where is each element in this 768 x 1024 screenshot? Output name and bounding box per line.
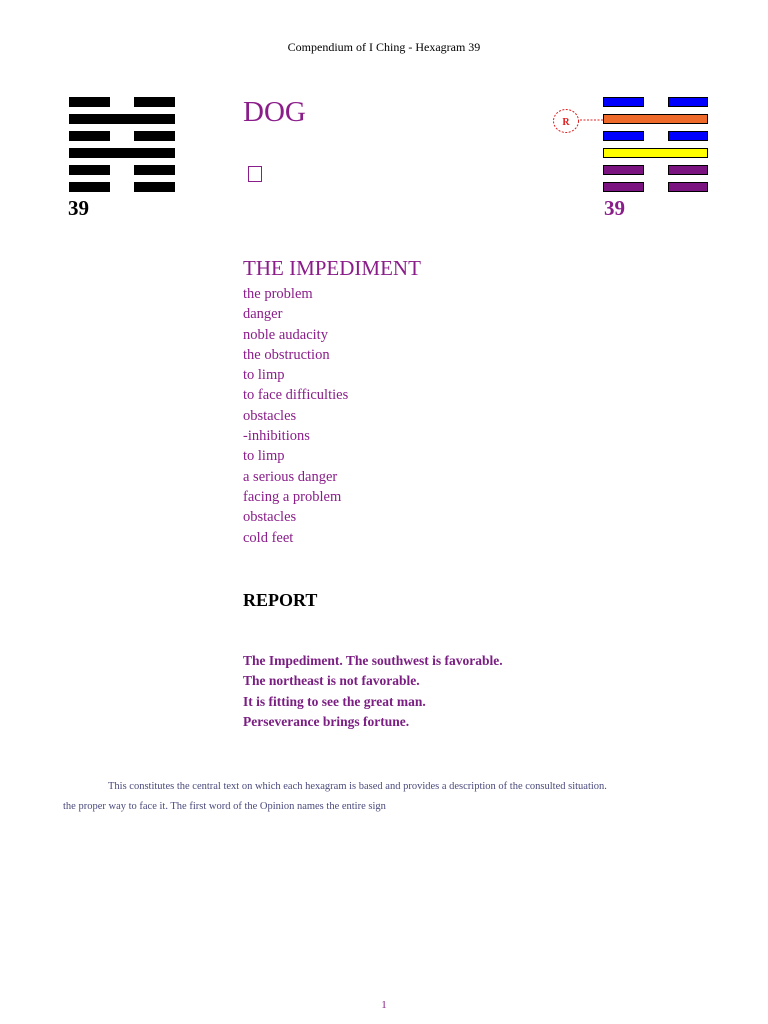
note-line-2: the proper way to face it. The first word of the Opinion names the entire sign [63, 801, 386, 812]
report-text [243, 651, 503, 733]
hexagram-left-icon [69, 97, 175, 193]
report-line: The northeast is not favorable. [243, 673, 420, 689]
keyword-item: the obstruction [243, 346, 330, 363]
hexagram-line [668, 131, 709, 141]
hexagram-line [134, 165, 175, 175]
hexagram-line [668, 97, 709, 107]
hexagram-line [69, 131, 110, 141]
keyword-item: -inhibitions [243, 428, 310, 445]
hexagram-line [603, 131, 644, 141]
note-line-1: This constitutes the central text on which each hexagram is based and provides a description of the consulted situation. [108, 781, 607, 792]
page-header: Compendium of I Ching - Hexagram 39 [287, 40, 481, 54]
badge-label: R [562, 117, 570, 128]
hexagram-line [69, 165, 110, 175]
keyword-item: the problem [243, 286, 313, 302]
report-line: Perseverance brings fortune. [243, 714, 410, 730]
hexagram-line [603, 148, 708, 158]
report-heading: REPORT [243, 590, 318, 610]
keyword-list [243, 284, 348, 548]
hexagram-line [69, 148, 175, 158]
report-line: The Impediment. The southwest is favorable. [243, 653, 503, 668]
missing-glyph-icon [248, 166, 262, 182]
hexagram-line [668, 165, 709, 175]
keyword-item: danger [243, 306, 283, 323]
report-line: It is fitting to see the great man. [243, 693, 426, 709]
page-number: 1 [381, 999, 387, 1011]
keyword-item: cold feet [243, 529, 294, 546]
hexagram-right-icon [603, 97, 708, 193]
keyword-item: to face difficulties [243, 387, 349, 404]
r-badge-icon [552, 108, 580, 134]
keyword-item: to limp [243, 448, 285, 465]
hexagram-line [134, 97, 175, 107]
keyword-item: noble audacity [243, 326, 328, 343]
keyword-item: obstacles [243, 407, 297, 424]
keyword-item: facing a problem [243, 488, 342, 505]
hexagram-line [668, 182, 709, 192]
hexagram-line [603, 97, 644, 107]
keyword-item: obstacles [243, 509, 297, 526]
hexagram-line [134, 131, 175, 141]
hexagram-name: DOG [243, 96, 306, 128]
hexagram-line [69, 114, 175, 124]
hexagram-line [603, 165, 644, 175]
hexagram-line [603, 182, 644, 192]
keyword-item: to limp [243, 367, 285, 384]
hexagram-line [69, 97, 110, 107]
hexagram-line [69, 182, 110, 192]
hexagram-line [603, 114, 708, 124]
hexagram-line [134, 182, 175, 192]
hexagram-subtitle: THE IMPEDIMENT [243, 256, 421, 280]
keyword-item: a serious danger [243, 468, 338, 485]
hexagram-right-number: 39 [604, 196, 625, 220]
hexagram-left-number: 39 [68, 196, 89, 220]
